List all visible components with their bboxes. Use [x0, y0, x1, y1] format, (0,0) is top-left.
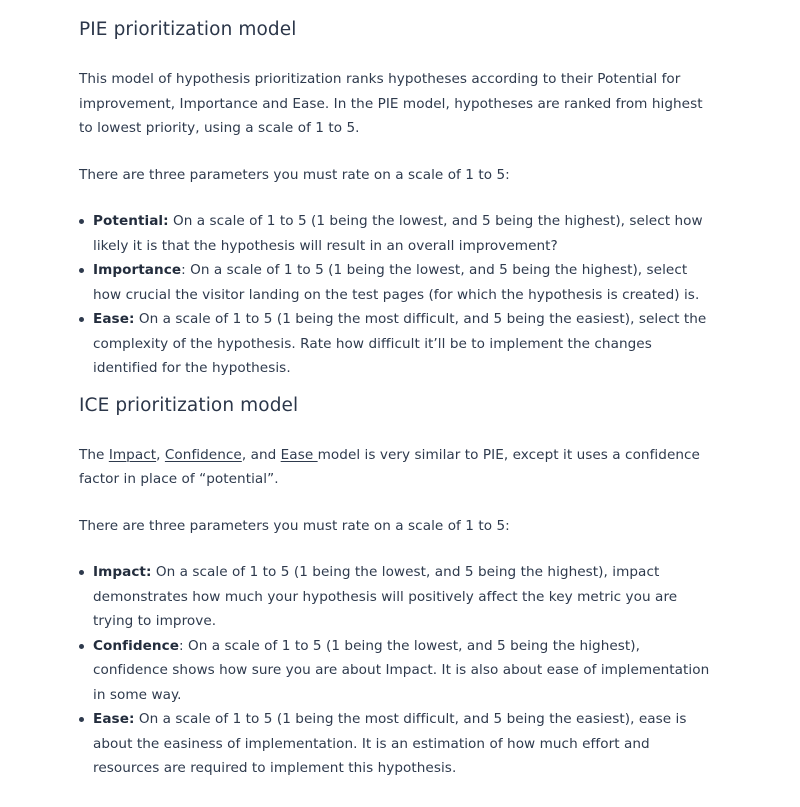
term-potential: Potential:: [93, 213, 169, 229]
definition-ice-ease: On a scale of 1 to 5 (1 being the most difficult, and 5 being the easiest), ease is about the easiness of implementation. It is an estimation of how much effort and resources are required to implement this hypothesis.: [93, 711, 687, 776]
ice-intro-suffix: model is very similar to PIE, except it uses a confidence factor in place of “potential”.: [79, 446, 700, 487]
term-importance: Importance: [93, 262, 182, 278]
ice-parameters-intro: There are three parameters you must rate on a scale of 1 to 5:: [79, 517, 510, 534]
ice-parameter-list: [79, 560, 710, 781]
pie-parameters-intro: There are three parameters you must rate on a scale of 1 to 5:: [79, 166, 510, 183]
list-item-impact: [79, 560, 710, 634]
pie-parameter-list: [79, 209, 710, 381]
list-item-ice-ease: [79, 707, 710, 781]
list-item-ease: [79, 307, 710, 381]
ease-link[interactable]: Ease: [280, 446, 318, 463]
definition-ease: On a scale of 1 to 5 (1 being the most difficult, and 5 being the easiest), select the complexity of the hypothesis. Rate how difficult it’ll be to implement the changes identified for the hypothesis.: [93, 311, 707, 376]
definition-importance: : On a scale of 1 to 5 (1 being the lowest, and 5 being the highest), select how crucial the visitor landing on the test pages (for which the hypothesis is created) is.: [93, 262, 700, 303]
term-confidence: Confidence: [93, 637, 179, 654]
ice-intro-prefix: The: [79, 446, 109, 463]
definition-confidence: : On a scale of 1 to 5 (1 being the lowest, and 5 being the highest), confidence shows how sure you are about Impact. It is also about ease of implementation in some way.: [93, 637, 710, 703]
definition-potential: On a scale of 1 to 5 (1 being the lowest, and 5 being the highest), select how likely it is that the hypothesis will result in an overall improvement?: [93, 213, 703, 254]
term-ice-ease: Ease:: [93, 711, 135, 727]
term-ease: Ease:: [93, 311, 135, 327]
pie-section-heading: PIE prioritization model: [79, 19, 297, 40]
definition-impact: On a scale of 1 to 5 (1 being the lowest, and 5 being the highest), impact demonstrates how much your hypothesis will positively affect the key metric you are trying to improve.: [93, 564, 678, 629]
pie-intro-paragraph: This model of hypothesis prioritization ranks hypotheses according to their Potential for improvement, Importance and Ease. In the PIE model, hypotheses are ranked from highest to lowest priority, using a scale of 1 to 5.: [79, 71, 703, 136]
list-item-importance: [79, 258, 710, 307]
ice-intro-separator-2: , and: [241, 446, 281, 463]
ice-intro-paragraph: [79, 443, 710, 492]
ice-section-heading: ICE prioritization model: [79, 394, 299, 416]
impact-link[interactable]: Impact: [108, 446, 157, 463]
term-impact: Impact:: [93, 564, 152, 580]
list-item-confidence: [79, 634, 710, 708]
ice-intro-separator-1: ,: [156, 446, 165, 463]
list-item-potential: [79, 209, 710, 258]
confidence-link[interactable]: Confidence: [164, 446, 242, 463]
